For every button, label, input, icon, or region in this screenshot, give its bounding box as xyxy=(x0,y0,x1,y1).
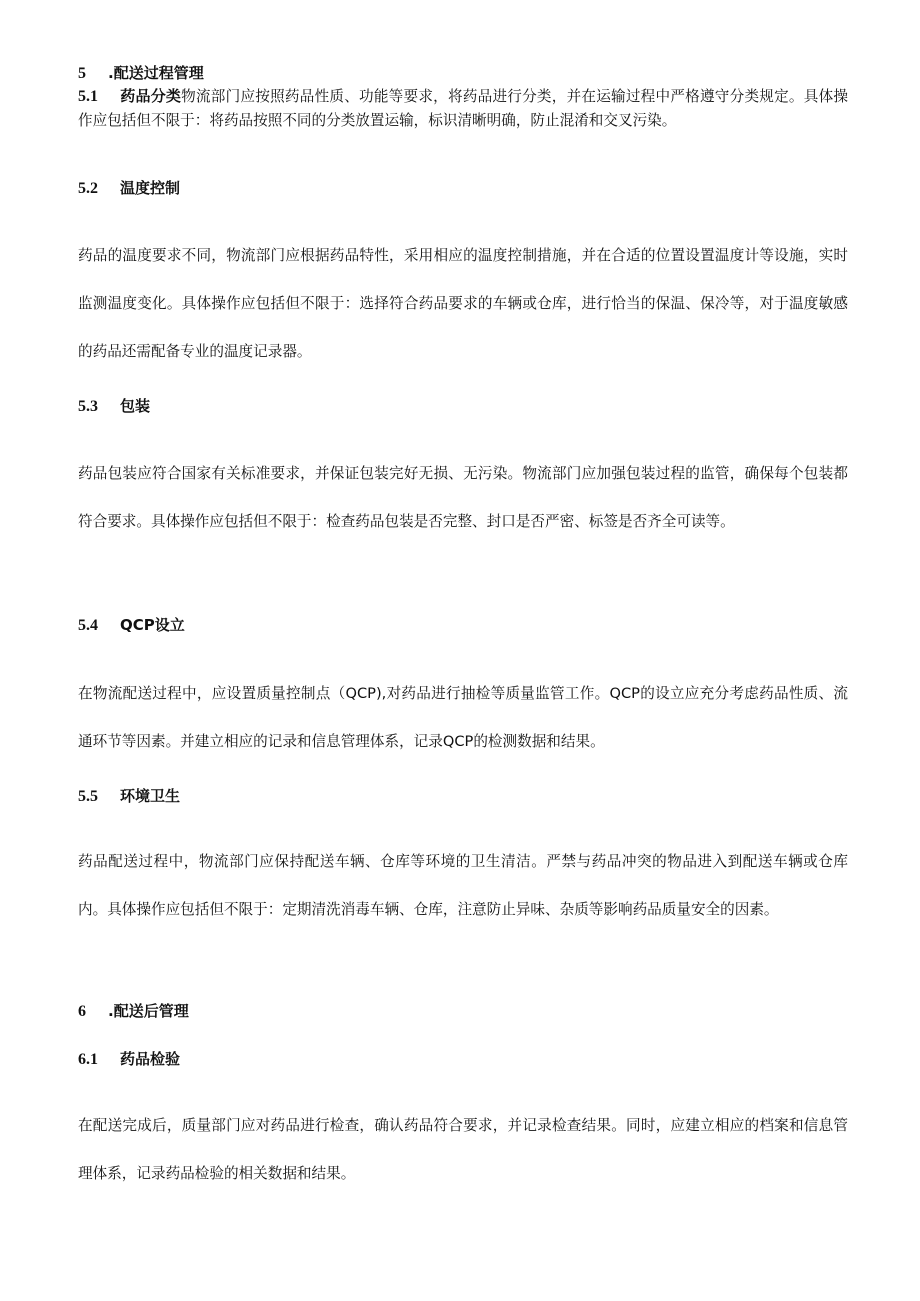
section-5-5-heading xyxy=(78,786,848,807)
section-title: 包装 xyxy=(120,397,151,415)
section-number: 5.5 xyxy=(78,788,98,805)
section-number: 5.2 xyxy=(78,180,98,197)
section-number: 5 xyxy=(78,65,86,82)
section-number: 5.4 xyxy=(78,617,98,634)
section-6-1-body: 在配送完成后，质量部门应对药品进行检查，确认药品符合要求，并记录检查结果。同时，应建立相应的档案和信息管理体系，记录药品检验的相关数据和结果。 xyxy=(78,1117,848,1182)
section-title: 药品分类 xyxy=(120,87,182,105)
section-5-3-body: 药品包装应符合国家有关标准要求，并保证包装完好无损、无污染。物流部门应加强包装过程的监管，确保每个包装都符合要求。具体操作应包括但不限于：检查药品包装是否完整、封口是否严密、标签是否齐全可读等。 xyxy=(78,465,848,530)
section-5-3-heading xyxy=(78,396,848,417)
section-number: 6 xyxy=(78,1003,86,1020)
section-title: QCP设立 xyxy=(120,616,185,634)
section-5-4-heading xyxy=(78,615,848,636)
section-5-4-body: 在物流配送过程中，应设置质量控制点（QCP),对药品进行抽检等质量监管工作。QCP的设立应充分考虑药品性质、流通环节等因素。并建立相应的记录和信息管理体系，记录QCP的检测数据和结果。 xyxy=(78,685,848,750)
section-number: 5.1 xyxy=(78,88,98,105)
section-title: .配送后管理 xyxy=(108,1002,189,1020)
section-title: 环境卫生 xyxy=(120,787,181,805)
section-body: 物流部门应按照药品性质、功能等要求，将药品进行分类，并在运输过程中严格遵守分类规定。具体操作应包括但不限于：将药品按照不同的分类放置运输，标识清晰明确，防止混淆和交叉污染。 xyxy=(78,88,848,129)
section-title: 药品检验 xyxy=(120,1050,181,1068)
section-5-heading xyxy=(78,63,848,84)
section-title: .配送过程管理 xyxy=(108,64,204,82)
section-5-2-heading xyxy=(78,178,848,199)
section-number: 6.1 xyxy=(78,1051,98,1068)
section-6-1-heading xyxy=(78,1049,848,1070)
section-title: 温度控制 xyxy=(120,179,181,197)
section-5-5-body: 药品配送过程中，物流部门应保持配送车辆、仓库等环境的卫生清洁。严禁与药品冲突的物品进入到配送车辆或仓库内。具体操作应包括但不限于：定期清洗消毒车辆、仓库，注意防止异味、杂质等影响药品质量安全的因素。 xyxy=(78,853,848,918)
section-5-2-body: 药品的温度要求不同，物流部门应根据药品特性，采用相应的温度控制措施，并在合适的位置设置温度计等设施，实时监测温度变化。具体操作应包括但不限于：选择符合药品要求的车辆或仓库，进行恰当的保温、保冷等，对于温度敏感的药品还需配备专业的温度记录器。 xyxy=(78,247,848,360)
section-number: 5.3 xyxy=(78,398,98,415)
section-5-1-paragraph xyxy=(78,84,848,133)
section-6-heading xyxy=(78,1001,848,1022)
